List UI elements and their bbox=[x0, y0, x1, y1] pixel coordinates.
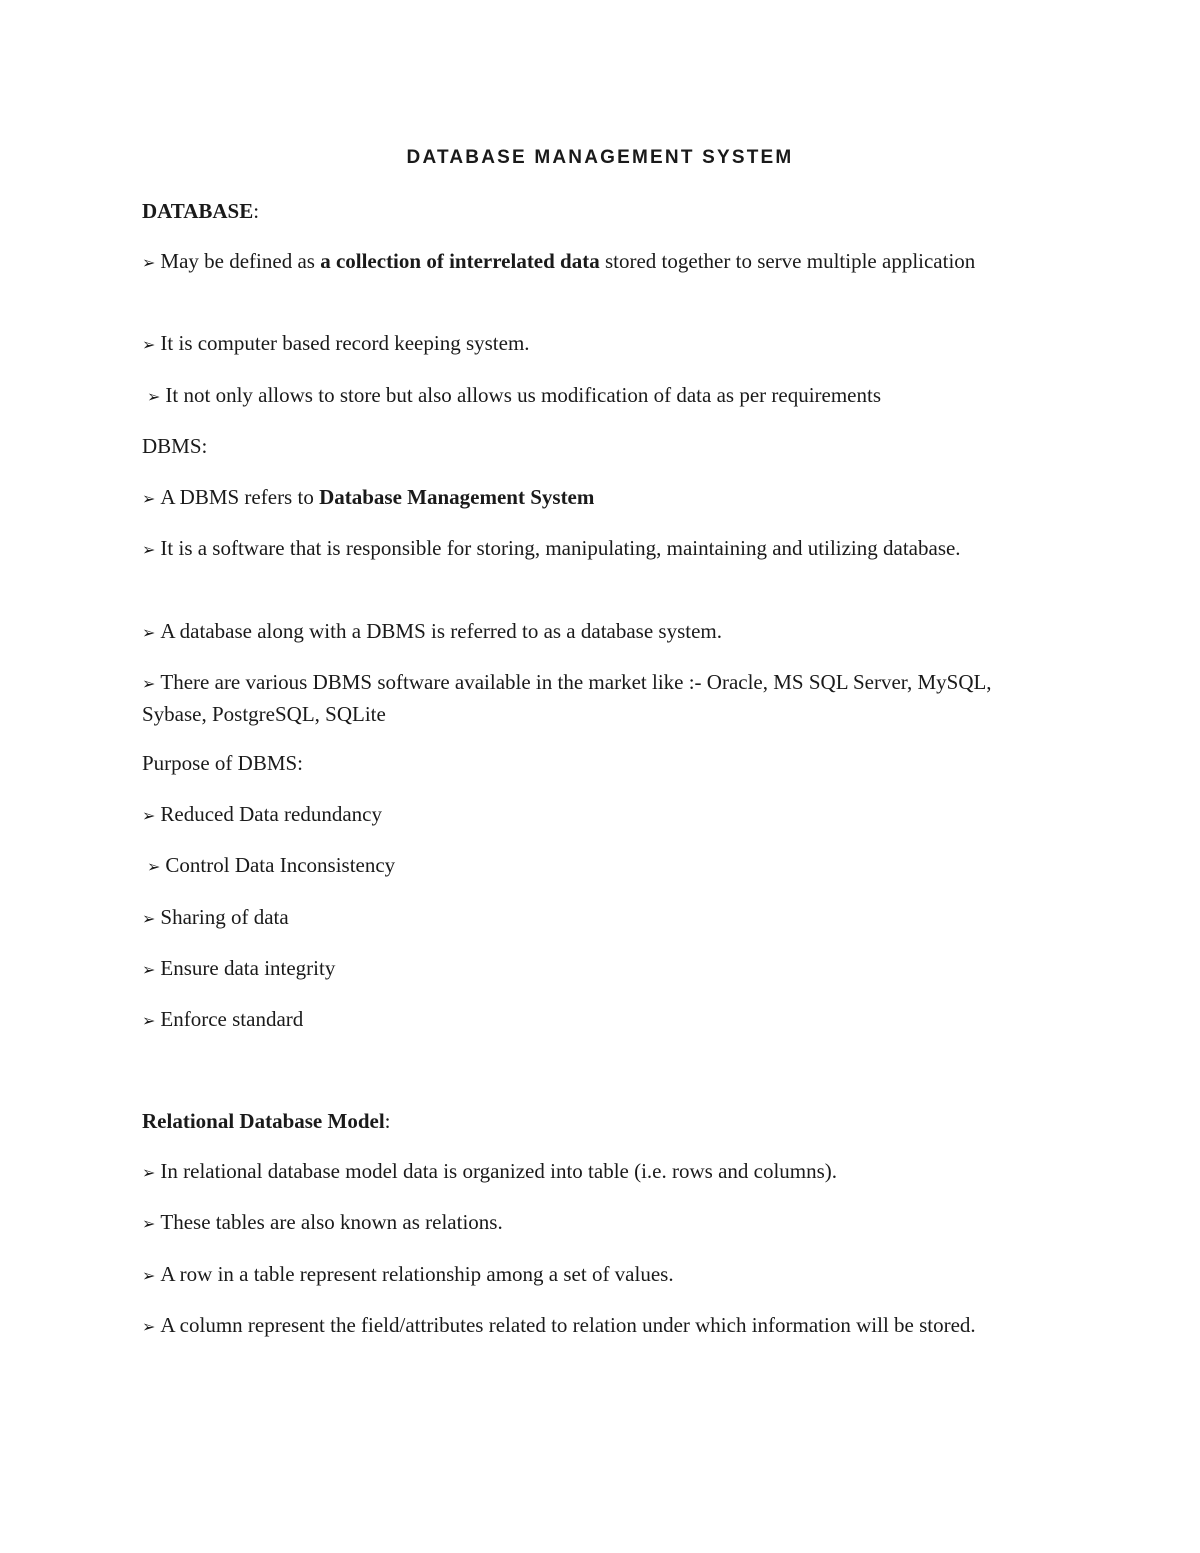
list-item: ➢ A row in a table represent relationship among a set of values. bbox=[142, 1262, 674, 1286]
list-item: ➢ Enforce standard bbox=[142, 1007, 304, 1031]
arrow-bullet-icon: ➢ bbox=[142, 1163, 156, 1182]
arrow-bullet-icon: ➢ bbox=[142, 253, 156, 272]
arrow-bullet-icon: ➢ bbox=[142, 335, 156, 354]
arrow-bullet-icon: ➢ bbox=[142, 489, 156, 508]
list-item: ➢ A database along with a DBMS is referred to as a database system. bbox=[142, 619, 723, 643]
arrow-bullet-icon: ➢ bbox=[142, 1214, 156, 1233]
list-item: ➢ It is a software that is responsible for storing, manipulating, maintaining and utilizing database. bbox=[142, 536, 961, 560]
arrow-bullet-icon: ➢ bbox=[142, 806, 156, 825]
arrow-bullet-icon: ➢ bbox=[142, 623, 156, 642]
list-item: ➢ A column represent the field/attributes related to relation under which information will be stored. bbox=[142, 1313, 976, 1337]
arrow-bullet-icon: ➢ bbox=[142, 1266, 156, 1285]
list-item: ➢ In relational database model data is organized into table (i.e. rows and columns). bbox=[142, 1159, 838, 1183]
list-item: ➢ May be defined as a collection of interrelated data stored together to serve multiple application bbox=[142, 249, 976, 273]
arrow-bullet-icon: ➢ bbox=[142, 909, 156, 928]
heading-dbms: DBMS: bbox=[142, 434, 208, 458]
list-item: ➢ Sharing of data bbox=[142, 905, 289, 929]
list-item: ➢ Reduced Data redundancy bbox=[142, 802, 382, 826]
arrow-bullet-icon: ➢ bbox=[147, 387, 161, 406]
document-title: DATABASE MANAGEMENT SYSTEM bbox=[406, 147, 794, 168]
list-item: ➢ It is computer based record keeping system. bbox=[142, 331, 530, 355]
list-item: ➢ Control Data Inconsistency bbox=[147, 853, 396, 877]
list-item: ➢ There are various DBMS software available in the market like :- Oracle, MS SQL Server, MySQL, Sybase, PostgreSQL, SQLite bbox=[142, 670, 992, 726]
arrow-bullet-icon: ➢ bbox=[147, 857, 161, 876]
list-item: ➢ A DBMS refers to Database Management System bbox=[142, 485, 595, 509]
arrow-bullet-icon: ➢ bbox=[142, 674, 156, 693]
arrow-bullet-icon: ➢ bbox=[142, 1011, 156, 1030]
arrow-bullet-icon: ➢ bbox=[142, 960, 156, 979]
arrow-bullet-icon: ➢ bbox=[142, 1317, 156, 1336]
heading-relational-database-model: Relational Database Model: bbox=[142, 1109, 391, 1133]
arrow-bullet-icon: ➢ bbox=[142, 540, 156, 559]
heading-database: DATABASE: bbox=[142, 199, 260, 223]
list-item: ➢ These tables are also known as relations. bbox=[142, 1210, 503, 1234]
heading-purpose-of-dbms: Purpose of DBMS: bbox=[142, 751, 304, 775]
list-item: ➢ It not only allows to store but also allows us modification of data as per requirements bbox=[147, 383, 882, 407]
list-item: ➢ Ensure data integrity bbox=[142, 956, 336, 980]
